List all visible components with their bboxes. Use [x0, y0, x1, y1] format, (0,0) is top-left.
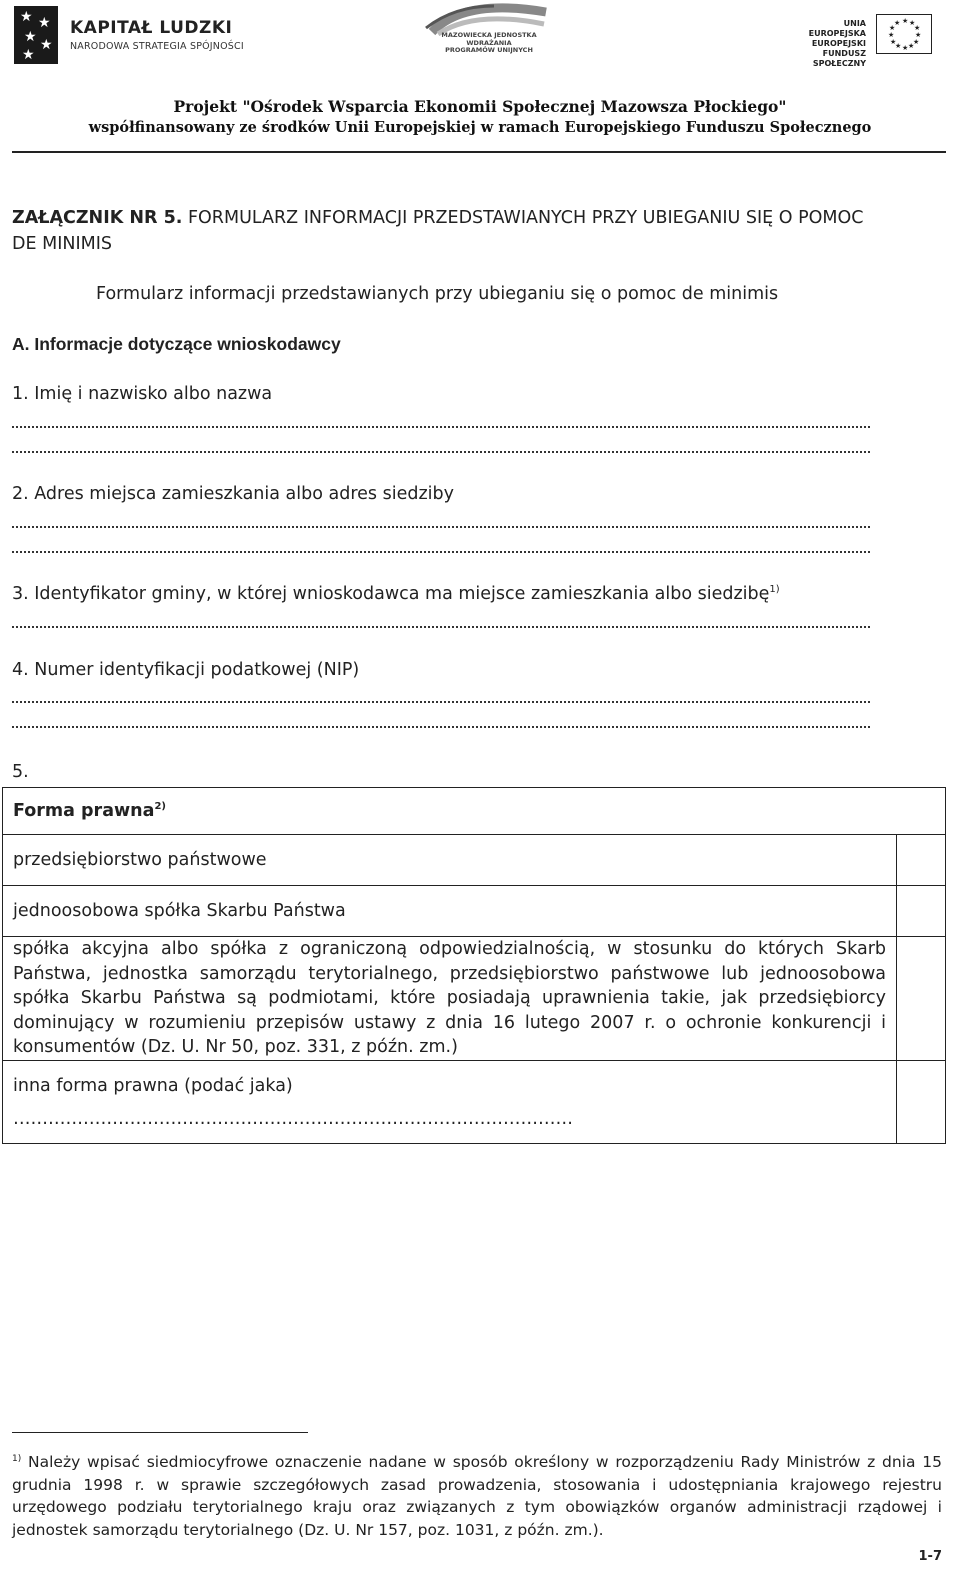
svg-text:★: ★	[895, 42, 902, 50]
legal-form-checkbox-other[interactable]	[897, 1060, 946, 1143]
legal-form-checkbox-2[interactable]	[897, 886, 946, 937]
svg-text:★: ★	[902, 17, 909, 25]
field-5-label: 5.	[12, 762, 29, 782]
mazowiecka-jednostka-logo	[424, 2, 554, 66]
svg-text:★: ★	[913, 38, 920, 46]
svg-text:★: ★	[894, 19, 901, 27]
footnote-ref-1: 1)	[769, 584, 780, 595]
header-logos	[0, 0, 960, 78]
logo-right-line-3: FUNDUSZ SPOŁECZNY	[812, 49, 866, 68]
document-title-rest: FORMULARZ INFORMACJI PRZEDSTAWIANYCH PRZY UBIEGANIU SIĘ O POMOC	[182, 208, 864, 228]
field-1-line-2[interactable]	[12, 451, 870, 453]
svg-text:★: ★	[909, 19, 916, 27]
svg-text:★: ★	[915, 31, 922, 39]
logo-left-subtitle: NARODOWA STRATEGIA SPÓJNOŚCI	[70, 41, 244, 52]
eu-logo	[784, 14, 934, 68]
field-3-line-1[interactable]	[12, 626, 870, 628]
kapital-ludzki-mark-icon: ★ ★ ★ ★ ★	[14, 6, 58, 64]
legal-form-table	[2, 787, 946, 1144]
legal-form-row	[3, 835, 946, 886]
field-1-line-1[interactable]	[12, 426, 870, 428]
logo-center-line-2: WDRAŻANIA	[466, 38, 512, 47]
svg-text:★: ★	[902, 44, 909, 52]
field-4-line-2[interactable]	[12, 726, 870, 728]
section-a-heading: A. Informacje dotyczące wnioskodawcy	[12, 334, 341, 354]
field-1-label: 1. Imię i nazwisko albo nazwa	[12, 384, 273, 404]
document-title-line2: DE MINIMIS	[12, 234, 112, 254]
other-form-input[interactable]: ……………………………………………………………………………………	[13, 1108, 573, 1129]
page-number: 1-7	[918, 1549, 942, 1564]
logo-center-line-1: MAZOWIECKA JEDNOSTKA	[441, 31, 537, 39]
field-4-label: 4. Numer identyfikacji podatkowej (NIP)	[12, 660, 360, 680]
svg-text:★: ★	[888, 31, 895, 39]
legal-form-option-3: spółka akcyjna albo spółka z ograniczoną odpowiedzialnością, w stosunku do których Skarb Państwa, jednostka samorządu terytorialnego, przedsiębiorstwo państwowe lub jednoosobowa spółka Skarbu Państwa są podmiotami, które posiadają uprawnienia takie, jak przedsiębiorcy dominujący w rozumieniu przepisów ustawy z dnia 16 lutego 2007 r. o ochronie konkurencji i konsumentów (Dz. U. Nr 50, poz. 331, z późn. zm.)	[3, 937, 897, 1061]
svg-text:★: ★	[908, 42, 915, 50]
eu-flag-icon	[876, 14, 932, 54]
footnote-ref-2: 2)	[154, 801, 166, 812]
field-3-text: 3. Identyfikator gminy, w której wnioskodawca ma miejsce zamieszkania albo siedzibę	[12, 584, 770, 604]
legal-form-checkbox-3[interactable]	[897, 937, 946, 1061]
header-divider	[12, 151, 946, 153]
svg-text:★: ★	[889, 24, 896, 32]
project-cofinancing: współfinansowany ze środków Unii Europejskiej w ramach Europejskiego Funduszu Społecznego	[88, 119, 872, 136]
logo-left-title: KAPITAŁ LUDZKI	[70, 18, 233, 38]
project-title: Projekt "Ośrodek Wsparcia Ekonomii Społecznej Mazowsza Płockiego"	[173, 97, 787, 116]
form-subtitle: Formularz informacji przedstawianych przy ubieganiu się o pomoc de minimis	[96, 284, 779, 304]
document-title	[12, 208, 864, 228]
field-2-line-1[interactable]	[12, 526, 870, 528]
svg-text:★: ★	[890, 38, 897, 46]
legal-form-header-row	[3, 788, 946, 835]
footnote-marker: 1)	[12, 1454, 22, 1464]
footnote-text: Należy wpisać siedmiocyfrowe oznaczenie nadane w sposób określony w rozporządzeniu Rady Ministrów z dnia 15 grudnia 1998 r. w sprawie szczegółowych zasad prowadzenia, stosowania i udostępniania krajowego rejestru urzędowego podziału terytorialnego kraju oraz związanych z tym obowiązków organów administracji rządowej i jednostek samorządu terytorialnego (Dz. U. Nr 157, poz. 1031, z późn. zm.).	[12, 1453, 942, 1539]
legal-form-option-2: jednoosobowa spółka Skarbu Państwa	[3, 886, 897, 937]
other-form-label: inna forma prawna (podać jaka)	[13, 1075, 293, 1096]
legal-form-option-other	[3, 1060, 897, 1143]
legal-form-row	[3, 937, 946, 1061]
legal-form-checkbox-1[interactable]	[897, 835, 946, 886]
svg-text:★: ★	[914, 24, 921, 32]
field-2-label: 2. Adres miejsca zamieszkania albo adres siedziby	[12, 484, 454, 504]
footnote-1	[12, 1448, 942, 1541]
legal-form-option-1: przedsiębiorstwo państwowe	[3, 835, 897, 886]
legal-form-header: Forma prawna$^{2)}$	[3, 788, 946, 835]
annex-label: ZAŁĄCZNIK NR 5.	[12, 208, 183, 228]
logo-right-line-1: UNIA EUROPEJSKA	[808, 19, 866, 38]
legal-form-row	[3, 1060, 946, 1143]
logo-right-line-2: EUROPEJSKI	[811, 39, 866, 48]
field-4-line-1[interactable]	[12, 701, 870, 703]
field-3-label	[12, 584, 780, 604]
kapital-ludzki-logo	[14, 6, 244, 64]
logo-center-line-3: PROGRAMÓW UNIJNYCH	[445, 46, 533, 54]
footnote-divider	[12, 1432, 308, 1433]
field-2-line-2[interactable]	[12, 551, 870, 553]
legal-form-row	[3, 886, 946, 937]
